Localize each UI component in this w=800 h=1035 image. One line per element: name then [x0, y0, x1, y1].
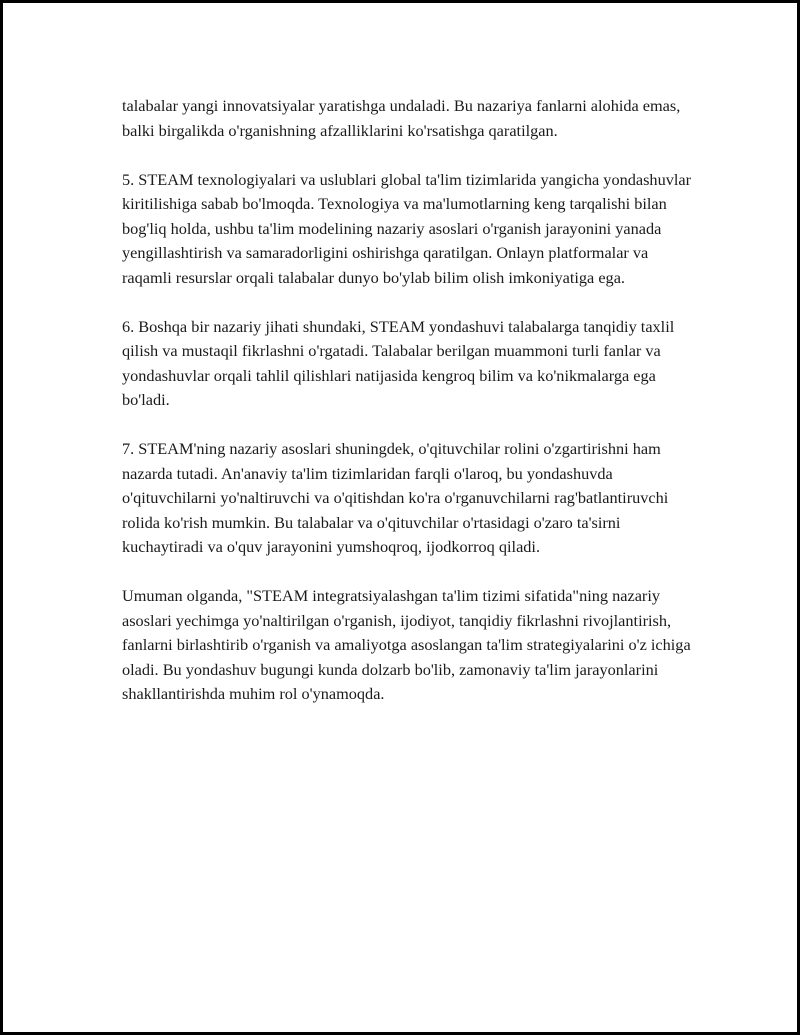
paragraph-continuation: talabalar yangi innovatsiyalar yaratishga undaladi. Bu nazariya fanlarni alohida emas, balki birgalikda o'rganishning afzalliklarini ko'rsatishga qaratilgan.	[122, 96, 681, 140]
document-body	[122, 94, 692, 731]
paragraph-point-6: 6. Boshqa bir nazariy jihati shundaki, STEAM yondashuvi talabalarga tanqidiy taxlil qilish va mustaqil fikrlashni o'rgatadi. Talabalar berilgan muammoni turli fanlar va yondashuvlar orqali tahlil qilishlari natijasida kengroq bilim va ko'nikmalarga ega bo'ladi.	[122, 316, 675, 409]
paragraph-point-7: 7. STEAM'ning nazariy asoslari shuningdek, o'qituvchilar rolini o'zgartirishni ham nazarda tutadi. An'anaviy ta'lim tizimlaridan farqli o'laroq, bu yondashuvda o'qituvchilarni yo'naltiruvchi va o'qitishdan ko'ra o'rganuvchilarni rag'batlantiruvchi rolida ko'rish mumkin. Bu talabalar va o'qituvchilar o'rtasidagi o'zaro ta'sirni kuchaytiradi va o'quv jarayonini yumshoqroq, ijodkorroq qiladi.	[122, 439, 669, 556]
paragraph-point-5: 5. STEAM texnologiyalari va uslublari global ta'lim tizimlarida yangicha yondashuvlar kiritilishiga sabab bo'lmoqda. Texnologiya va ma'lumotlarning keng tarqalishi bilan bog'liq holda, ushbu ta'lim modelining nazariy asoslari o'rganish jarayonini yanada yengillashtirish va samaradorligini oshirishga qaratilgan. Onlayn platformalar va raqamli resurslar orqali talabalar dunyo bo'ylab bilim olish imkoniyatiga ega.	[122, 169, 692, 287]
paragraph-conclusion: Umuman olganda, "STEAM integratsiyalashgan ta'lim tizimi sifatida"ning nazariy asoslari yechimga yo'naltirilgan o'rganish, ijodiyot, tanqidiy fikrlashni rivojlantirish, fanlarni birlashtirib o'rganish va amaliyotga asoslangan ta'lim strategiyalarini o'z ichiga oladi. Bu yondashuv bugungi kunda dolzarb bo'lib, zamonaviy ta'lim jarayonlarini shakllantirishda muhim rol o'ynamoqda.	[122, 586, 691, 703]
